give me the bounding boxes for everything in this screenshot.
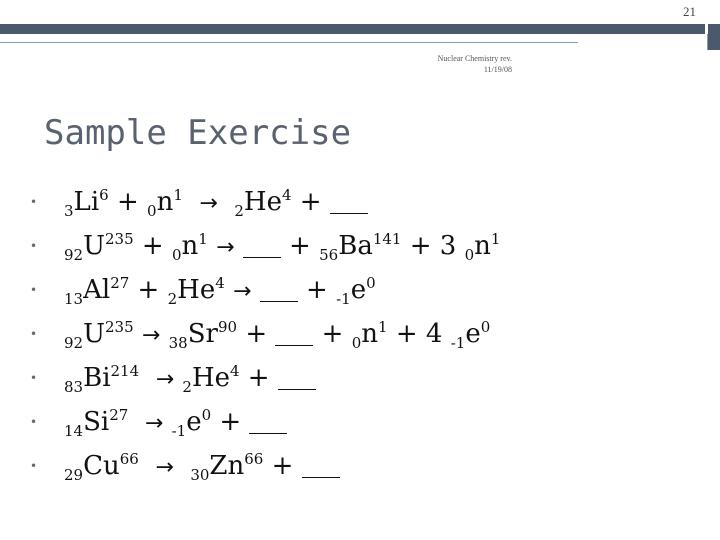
mass-number: 1 xyxy=(198,230,208,248)
header-note-line-2: 11/19/08 xyxy=(483,65,512,74)
answer-blank xyxy=(243,237,281,258)
equation-text: + xyxy=(313,319,352,349)
atomic-number: 56 xyxy=(319,246,339,264)
equation-item xyxy=(30,400,500,444)
atomic-number: -1 xyxy=(171,422,187,440)
atomic-number: 2 xyxy=(167,290,178,308)
atomic-number: 92 xyxy=(64,334,84,352)
atomic-number: 3 xyxy=(64,202,74,220)
equation-text: + xyxy=(129,275,168,305)
equation-text xyxy=(225,275,233,305)
equation-text: Sr xyxy=(187,319,218,349)
nuclear-equation xyxy=(64,318,491,352)
mass-number: 214 xyxy=(110,362,140,380)
equation-text: + xyxy=(297,275,337,305)
equation-text xyxy=(139,363,156,393)
equation-text: Si xyxy=(83,407,110,437)
mass-number: 0 xyxy=(201,406,212,424)
header-note-line-1: Nuclear Chemistry rev. xyxy=(437,54,512,63)
reaction-arrow-icon: → xyxy=(141,323,161,348)
mass-number: 4 xyxy=(281,186,292,204)
mass-number: 1 xyxy=(378,318,388,336)
mass-number: 1 xyxy=(490,230,501,248)
equation-text: He xyxy=(243,187,282,217)
equation-text: n xyxy=(474,231,491,261)
mass-number: 4 xyxy=(230,362,240,380)
reaction-arrow-icon: → xyxy=(199,191,218,216)
equation-text: + xyxy=(211,407,250,437)
mass-number: 27 xyxy=(110,274,130,292)
nuclear-equation xyxy=(64,450,340,484)
mass-number: 235 xyxy=(105,230,134,248)
answer-blank xyxy=(249,413,287,434)
equation-text: + xyxy=(263,451,302,481)
bullet: • xyxy=(30,283,38,297)
header-band xyxy=(0,24,705,34)
mass-number: 66 xyxy=(244,450,264,468)
atomic-number: 14 xyxy=(64,422,84,440)
equation-text: + 4 xyxy=(387,319,451,349)
nuclear-equation xyxy=(64,186,368,220)
atomic-number: -1 xyxy=(450,334,466,352)
equation-text: e xyxy=(186,407,202,437)
equation-text: + xyxy=(108,187,148,217)
atomic-number: 30 xyxy=(190,466,210,484)
equation-text xyxy=(174,451,191,481)
mass-number: 6 xyxy=(99,186,109,204)
equation-text: + xyxy=(133,231,172,261)
atomic-number: 0 xyxy=(147,202,157,220)
atomic-number: 29 xyxy=(64,466,84,484)
atomic-number: 83 xyxy=(64,378,84,396)
answer-blank xyxy=(260,281,298,302)
equation-item xyxy=(30,312,500,356)
equation-text: U xyxy=(83,319,106,349)
equation-text xyxy=(208,231,216,261)
equation-text xyxy=(128,407,145,437)
mass-number: 0 xyxy=(480,318,491,336)
equation-text xyxy=(139,451,156,481)
header-corner-rule xyxy=(707,34,708,50)
nuclear-equation xyxy=(64,406,287,440)
equation-text: Ba xyxy=(338,231,373,261)
atomic-number: 13 xyxy=(64,290,84,308)
header-corner-block xyxy=(708,24,720,50)
mass-number: 1 xyxy=(173,186,183,204)
nuclear-equation xyxy=(64,274,376,308)
mass-number: 141 xyxy=(372,230,402,248)
equation-text: Cu xyxy=(83,451,120,481)
bullet: • xyxy=(30,327,38,341)
atomic-number: -1 xyxy=(336,290,351,308)
nuclear-equation xyxy=(64,362,316,396)
reaction-arrow-icon: → xyxy=(233,279,252,304)
atomic-number: 2 xyxy=(182,378,192,396)
bullet: • xyxy=(30,371,38,385)
bullet: • xyxy=(30,415,38,429)
equation-list xyxy=(30,180,500,488)
nuclear-equation xyxy=(64,230,501,264)
slide-title: Sample Exercise xyxy=(44,113,352,153)
equation-text xyxy=(235,231,243,261)
equation-text: + xyxy=(237,319,276,349)
equation-item xyxy=(30,356,500,400)
equation-text xyxy=(160,319,168,349)
mass-number: 235 xyxy=(105,318,134,336)
equation-text: n xyxy=(181,231,199,261)
mass-number: 0 xyxy=(366,274,376,292)
equation-item xyxy=(30,180,500,224)
equation-text: U xyxy=(83,231,106,261)
atomic-number: 2 xyxy=(234,202,244,220)
bullet: • xyxy=(30,459,38,473)
equation-text: + xyxy=(280,231,320,261)
mass-number: 66 xyxy=(119,450,139,468)
mass-number: 4 xyxy=(215,274,225,292)
atomic-number: 0 xyxy=(464,246,475,264)
equation-text: n xyxy=(156,187,174,217)
atomic-number: 92 xyxy=(64,246,84,264)
equation-text: Bi xyxy=(83,363,111,393)
mass-number: 27 xyxy=(109,406,129,424)
equation-text: He xyxy=(177,275,216,305)
reaction-arrow-icon: → xyxy=(144,411,164,436)
answer-blank xyxy=(330,193,368,214)
reaction-arrow-icon: → xyxy=(155,367,175,392)
atomic-number: 38 xyxy=(168,334,188,352)
equation-item xyxy=(30,444,500,488)
bullet: • xyxy=(30,239,38,253)
equation-text: Al xyxy=(83,275,111,305)
answer-blank xyxy=(278,369,316,390)
equation-text xyxy=(218,187,235,217)
header-note xyxy=(380,53,512,75)
equation-text: e xyxy=(465,319,481,349)
reaction-arrow-icon: → xyxy=(155,455,174,480)
equation-text: + 3 xyxy=(401,231,465,261)
equation-item xyxy=(30,224,500,268)
equation-text: He xyxy=(191,363,230,393)
equation-text: e xyxy=(350,275,367,305)
header-rule xyxy=(0,42,578,43)
bullet: • xyxy=(30,195,38,209)
equation-text: + xyxy=(239,363,278,393)
page-number: 21 xyxy=(683,4,696,19)
equation-text xyxy=(163,407,171,437)
equation-text xyxy=(251,275,259,305)
equation-text: + xyxy=(291,187,330,217)
equation-text: Li xyxy=(73,187,100,217)
atomic-number: 0 xyxy=(351,334,362,352)
reaction-arrow-icon: → xyxy=(216,235,235,260)
mass-number: 90 xyxy=(217,318,238,336)
answer-blank xyxy=(275,325,313,346)
equation-text: Zn xyxy=(209,451,245,481)
atomic-number: 0 xyxy=(171,246,182,264)
equation-item xyxy=(30,268,500,312)
answer-blank xyxy=(302,457,340,478)
equation-text xyxy=(183,187,200,217)
equation-text: n xyxy=(361,319,379,349)
equation-text xyxy=(134,319,142,349)
